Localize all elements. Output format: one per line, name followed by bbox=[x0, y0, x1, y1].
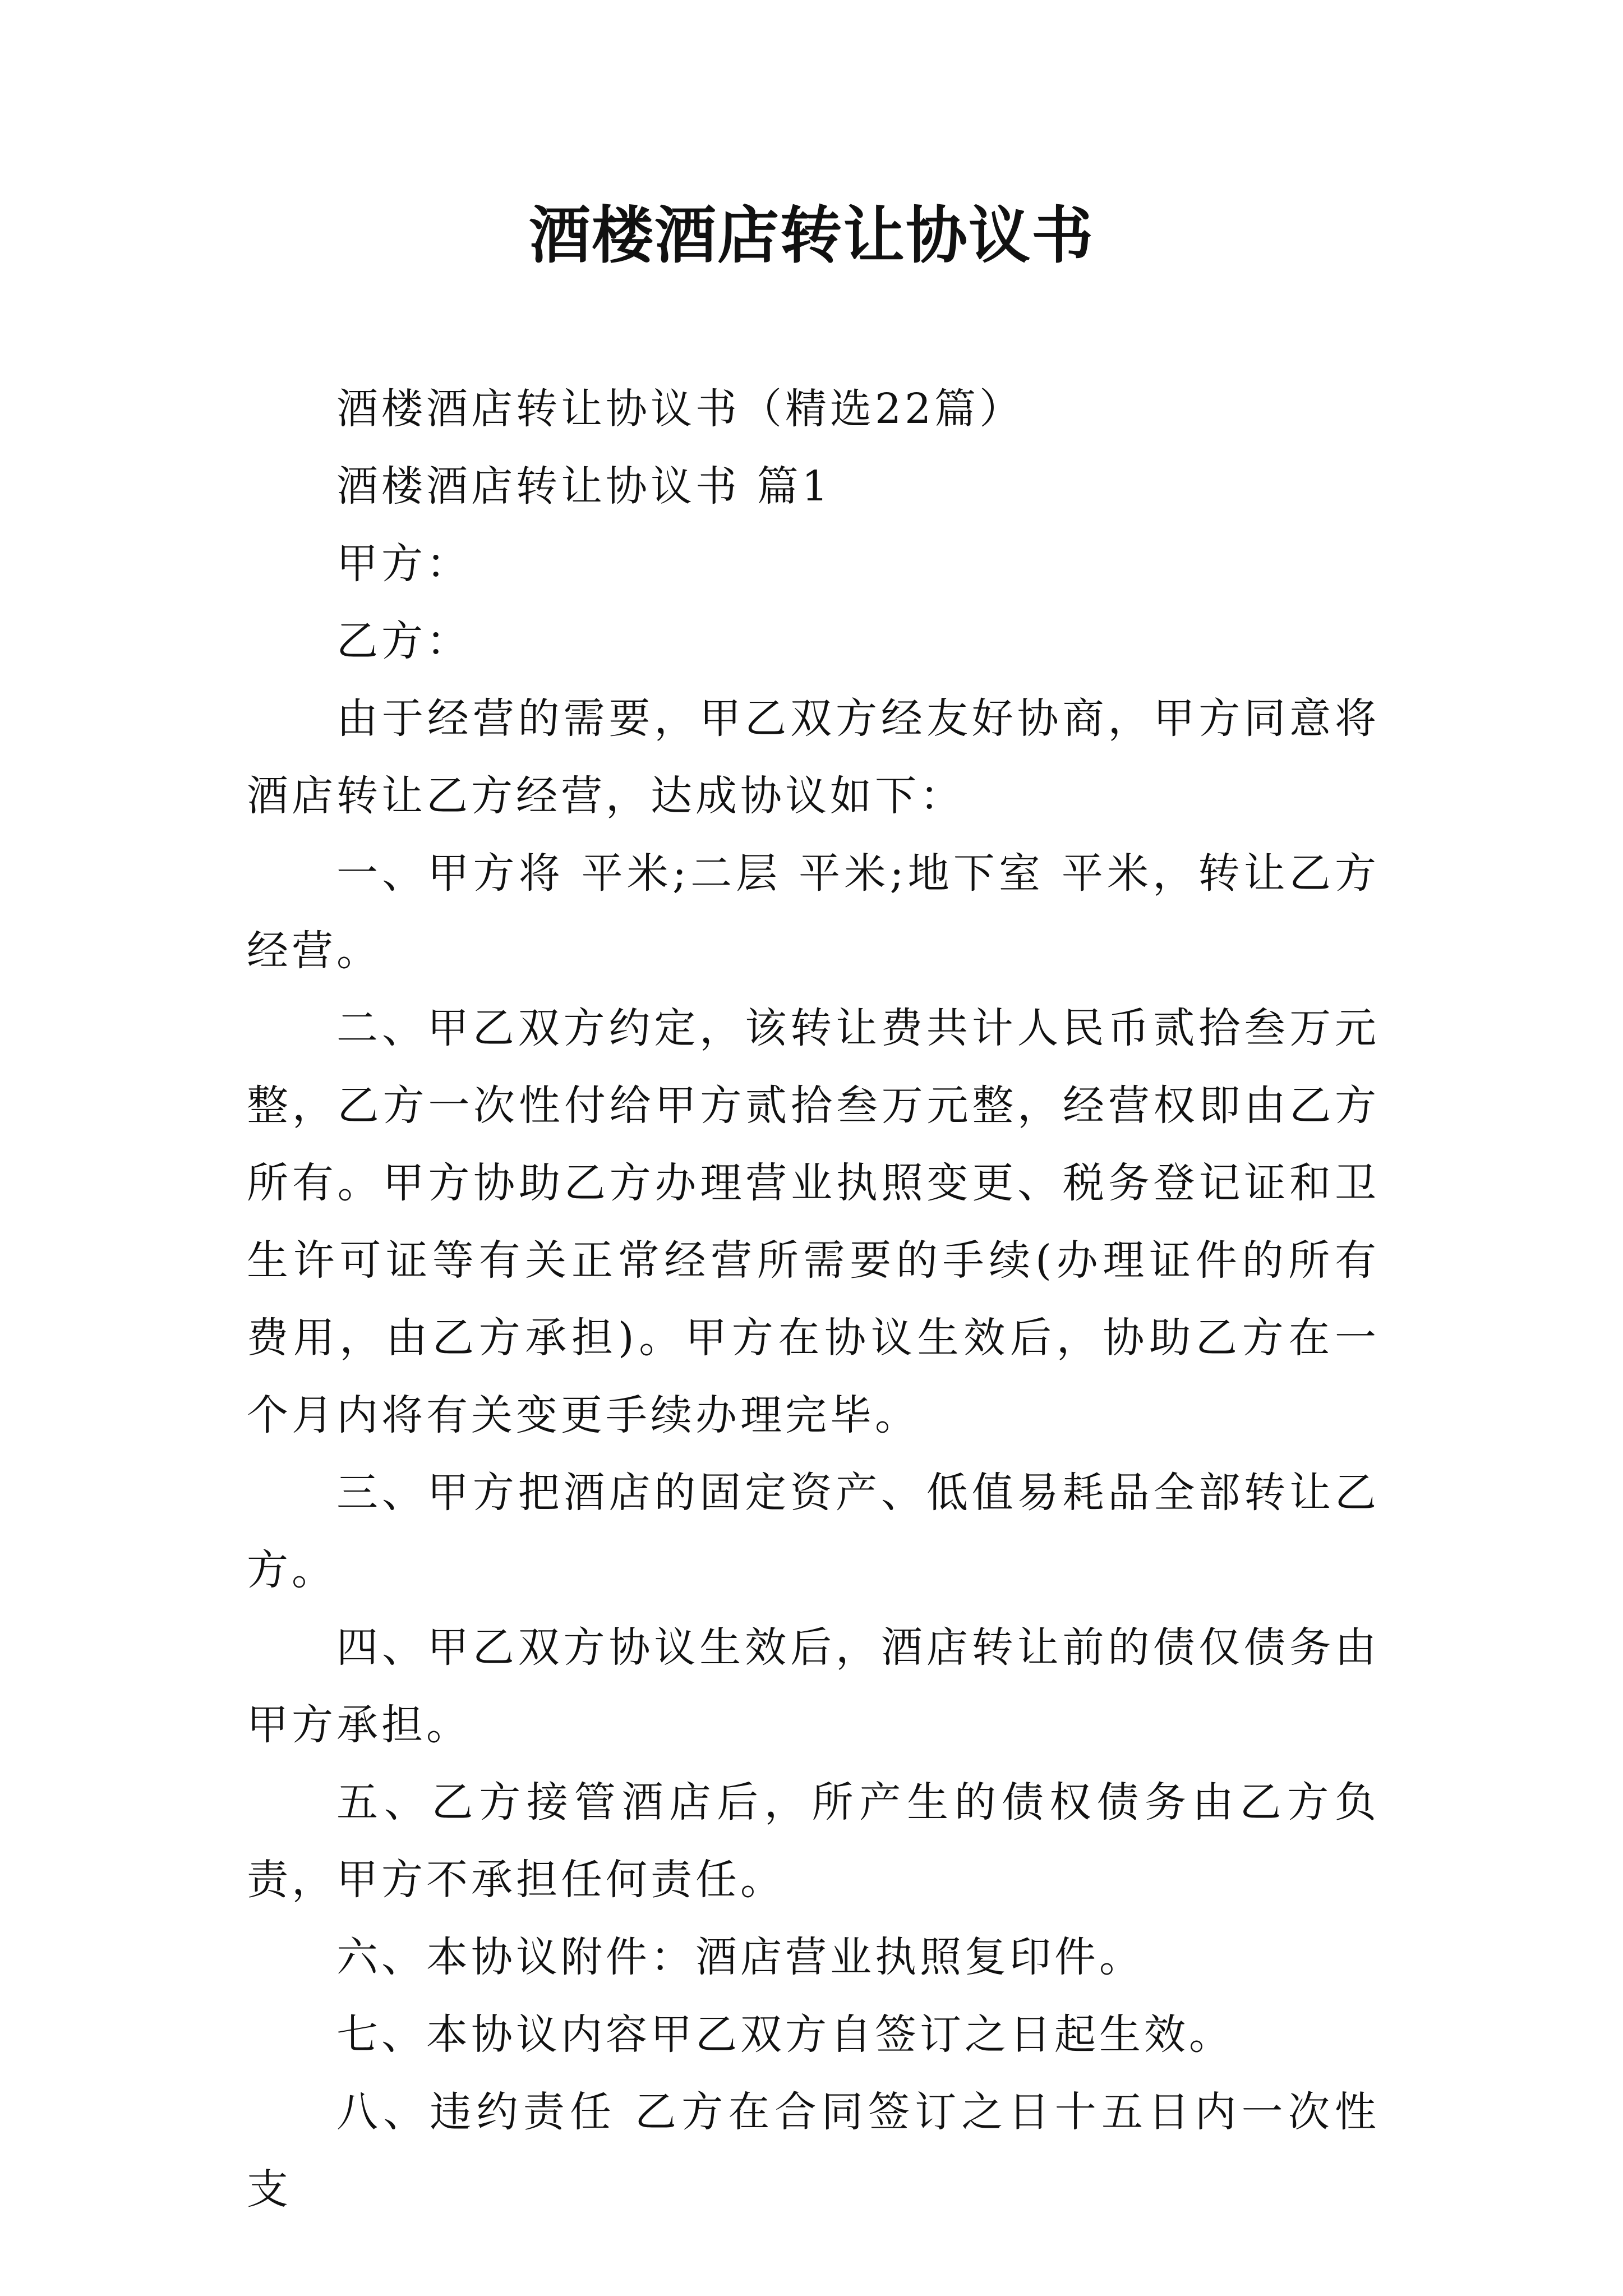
paragraph-section-heading: 酒楼酒店转让协议书 篇1 bbox=[336, 462, 832, 510]
paragraph-clause-3: 三、甲方把酒店的固定资产、低值易耗品全部转让乙方。 bbox=[247, 1469, 1380, 1594]
paragraph-clause-8: 八、违约责任 乙方在合同签订之日十五日内一次性支 bbox=[247, 2088, 1380, 2214]
paragraph-party-b: 乙方： bbox=[336, 617, 471, 665]
document-title: 酒楼酒店转让协议书 bbox=[529, 199, 1094, 272]
paragraph-subtitle: 酒楼酒店转让协议书（精选22篇） bbox=[336, 385, 1025, 433]
paragraph-clause-1: 一、甲方将 平米;二层 平米;地下室 平米，转让乙方经营。 bbox=[247, 849, 1380, 975]
paragraph-clause-2: 二、甲乙双方约定，该转让费共计人民币贰拾叁万元整，乙方一次性付给甲方贰拾叁万元整，经营权即由乙方所有。甲方协助乙方办理营业执照变更、税务登记证和卫生许可证等有关正常经营所需要的手续(办理证件的所有费用，由乙方承担)。甲方在协议生效后，协助乙方在一个月内将有关变更手续办理完毕。 bbox=[247, 1004, 1380, 1439]
paragraph-preamble: 由于经营的需要，甲乙双方经友好协商，甲方同意将酒店转让乙方经营，达成协议如下： bbox=[247, 694, 1380, 820]
paragraph-party-a: 甲方： bbox=[336, 540, 471, 588]
paragraph-clause-6: 六、本协议附件：酒店营业执照复印件。 bbox=[336, 1933, 1144, 1981]
document-body bbox=[247, 370, 1380, 2228]
paragraph-clause-5: 五、乙方接管酒店后，所产生的债权债务由乙方负责，甲方不承担任何责任。 bbox=[247, 1778, 1380, 1904]
paragraph-clause-4: 四、甲乙双方协议生效后，酒店转让前的债仅债务由甲方承担。 bbox=[247, 1623, 1380, 1749]
paragraph-clause-7: 七、本协议内容甲乙双方自签订之日起生效。 bbox=[336, 2010, 1234, 2059]
